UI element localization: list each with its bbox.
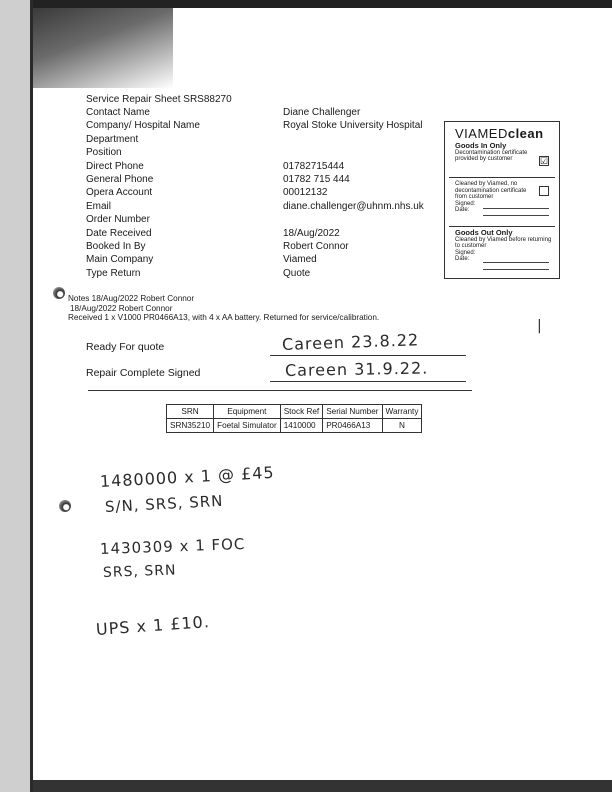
field-row: [86, 254, 436, 267]
notes-line: 18/Aug/2022 Robert Connor: [70, 303, 173, 313]
goods-in-heading: Goods In Only: [455, 141, 507, 150]
field-row: [86, 134, 436, 147]
field-label: Opera Account: [86, 187, 153, 199]
field-value: Robert Connor: [283, 240, 349, 252]
field-label: Direct Phone: [86, 160, 144, 172]
field-value: diane.challenger@uhnm.nhs.uk: [283, 200, 424, 212]
field-value: 00012132: [283, 187, 328, 199]
stamp-divider: [449, 177, 555, 178]
handwritten-line: 1480000 x 1 @ £45: [99, 462, 276, 491]
handwritten-line: SRS, SRN: [102, 562, 177, 581]
table-header-row: [167, 405, 422, 419]
stamp-divider: [449, 226, 555, 227]
cleaned-text: Cleaned by Viamed, no decontamination certificate from customer: [455, 181, 527, 201]
field-value: 01782715444: [283, 160, 345, 172]
punch-hole-icon: [53, 287, 65, 299]
field-value: Diane Challenger: [283, 107, 361, 118]
field-label: Department: [86, 133, 139, 145]
field-row: [86, 201, 436, 214]
signature-line: [270, 355, 466, 356]
field-label: Contact Name: [86, 107, 150, 118]
handwritten-line: S/N, SRS, SRN: [104, 491, 224, 516]
table-cell: SRN35210: [167, 419, 214, 433]
viamed-clean-logo: [455, 126, 544, 141]
sheet-title: Service Repair Sheet SRS88270: [86, 94, 232, 105]
goods-out-heading: Goods Out Only: [455, 228, 513, 237]
goods-in-text: Decontamination certificate provided by customer: [455, 149, 528, 163]
field-label: Company/ Hospital Name: [86, 120, 200, 132]
signed-label: Signed:: [455, 200, 476, 207]
field-label: Type Return: [86, 267, 141, 279]
field-value: Quote: [283, 267, 311, 279]
scan-left-edge-line: [30, 0, 33, 792]
scan-top-edge: [0, 0, 612, 8]
margin-mark: |: [537, 318, 543, 334]
field-row: [86, 161, 436, 174]
ready-for-quote-signature: Careen 23.8.22: [281, 330, 420, 354]
field-label: Booked In By: [86, 240, 146, 252]
table-row: [167, 419, 422, 433]
cleaned-section: [455, 181, 535, 214]
field-label: Order Number: [86, 214, 150, 226]
column-header: Stock Ref: [280, 405, 323, 419]
scan-shadow-streak: [33, 8, 173, 88]
date-label: Date:: [455, 207, 470, 214]
cleaned-checkbox: [539, 186, 549, 196]
notes-line: Notes 18/Aug/2022 Robert Connor: [68, 294, 195, 303]
table-cell: N: [382, 419, 422, 433]
viamed-clean-stamp: [444, 121, 560, 279]
field-row: [86, 241, 436, 254]
field-value: Royal Stoke University Hospital: [283, 120, 423, 132]
equipment-table: [166, 404, 422, 433]
ready-for-quote-label: Ready For quote: [86, 341, 165, 353]
customer-details: [86, 107, 436, 281]
column-header: Equipment: [214, 405, 281, 419]
column-header: SRN: [167, 405, 214, 419]
signed-line: [483, 208, 549, 209]
goods-in-section: [455, 143, 535, 163]
field-label: Position: [86, 147, 122, 159]
field-value: Viamed: [283, 254, 317, 266]
signed-line: [483, 262, 549, 263]
signature-line: [270, 381, 466, 382]
date-line: [483, 269, 549, 270]
field-label: Email: [86, 200, 112, 212]
date-label: Date:: [455, 256, 470, 263]
field-row: [86, 187, 436, 200]
logo-prefix: VIAMED: [455, 126, 508, 141]
field-label: General Phone: [86, 173, 154, 185]
field-label: Main Company: [86, 254, 154, 266]
repair-complete-label: Repair Complete Signed: [86, 367, 201, 379]
goods-in-checkbox: ☑: [540, 156, 549, 166]
repair-complete-signature: Careen 31.9.22.: [284, 358, 429, 380]
scan-left-edge: [0, 0, 30, 792]
notes: [68, 294, 379, 323]
signed-label: Signed:: [455, 249, 476, 256]
field-row: [86, 228, 436, 241]
handwritten-line: 1430309 x 1 FOC: [99, 534, 246, 558]
field-value: 18/Aug/2022: [283, 227, 340, 239]
field-row: [86, 174, 436, 187]
handwritten-line: UPS x 1 £10.: [95, 612, 211, 639]
date-line: [483, 215, 549, 216]
section-divider: [88, 390, 472, 391]
punch-hole-icon: [59, 500, 71, 512]
column-header: Serial Number: [323, 405, 382, 419]
field-row: [86, 214, 436, 227]
table-cell: 1410000: [280, 419, 323, 433]
logo-suffix: clean: [507, 126, 544, 141]
scan-bottom-edge: [33, 780, 612, 792]
table-cell: PR0466A13: [323, 419, 382, 433]
goods-out-text: Cleaned by Viamed before returning to customer: [455, 236, 552, 250]
field-row: [86, 147, 436, 160]
field-row: [86, 107, 436, 120]
goods-out-section: [455, 230, 555, 263]
table-cell: Foetal Simulator: [214, 419, 281, 433]
field-label: Date Received: [86, 227, 152, 239]
field-row: [86, 120, 436, 133]
notes-line: Received 1 x V1000 PR0466A13, with 4 x AA battery. Returned for service/calibration.: [68, 313, 380, 322]
field-row: [86, 268, 436, 281]
field-value: 01782 715 444: [283, 173, 350, 185]
column-header: Warranty: [382, 405, 422, 419]
